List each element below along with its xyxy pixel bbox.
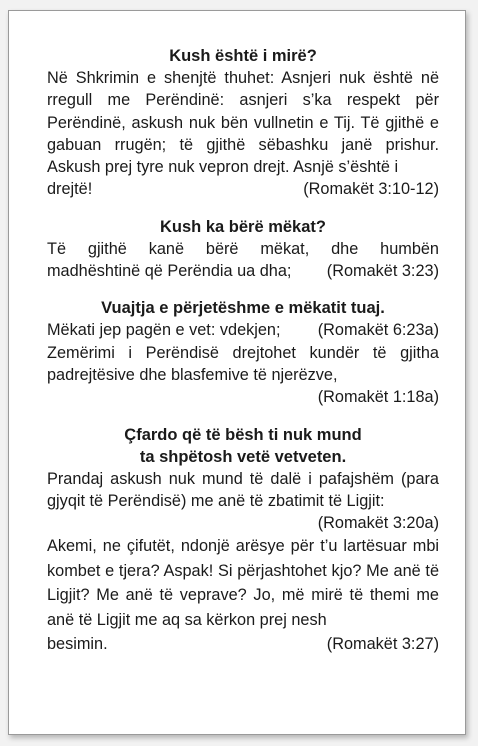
section-text: Në Shkrimin e shenjtë thuhet: Asnjeri nuk është në rregull me Perëndinë: asnjeri s’ka respekt për Perëndinë, askush nuk bën vullnetin e Tij. Të gjithë e gabuan rrugën; të gjithë sëbashku janë prishur. Askush prej tyre nuk vepron drejt. Asnjë s’është i [47,69,439,177]
line-text: Mëkati jep pagën e vet: vdekjen; [47,321,281,340]
scripture-reference: (Romakët 3:10-12) [303,180,439,199]
section-heading: Kush është i mirë? [169,47,317,65]
section-who-sinned [47,216,439,283]
tract-content [47,45,439,672]
section-heading-line1: Çfardo që të bësh ti nuk mund [124,425,362,444]
section-eternal-suffering [47,297,439,408]
section-first-line [47,319,439,341]
section-last-line [47,260,439,282]
last-words: besimin. [47,635,108,654]
section-heading: Kush ka bërë mëkat? [160,217,326,236]
section-who-is-good [47,45,439,201]
section-text: Zemërimi i Perëndisë drejtohet kundër të gjitha padrejtësive dhe blasfemive të njerëzve, [47,343,439,384]
section-last-line [47,178,439,200]
scripture-reference: (Romakët 3:23) [326,262,439,281]
section-text: Akemi, ne çifutët, ndonjë arësye për t’u lartësuar mbi kombet e tjera? Aspak! Si përjashtohet kjo? Me anë të Ligjit? Me anë të veprave? Jo, më mirë të themi me anë të Ligjit me aq sa kërkon prej nesh [47,537,439,629]
section-heading: Vuajtja e përjetëshme e mëkatit tuaj. [101,299,385,318]
section-text: Prandaj askush nuk mund të dalë i pafajshëm (para gjyqit të Perëndisë) me anë të zbatimit të Ligjit: [47,469,439,510]
scripture-reference: (Romakët 1:18a) [317,388,439,407]
section-cannot-save-yourself [47,424,439,657]
last-words: drejtë! [47,180,93,199]
section-last-line [47,632,439,657]
scripture-reference: (Romakët 6:23a) [317,321,439,340]
scripture-reference: (Romakët 3:27) [326,635,439,654]
scripture-reference: (Romakët 3:20a) [317,514,439,533]
section-heading-line2: ta shpëtosh vetë vetveten. [139,447,347,466]
section-text: Të gjithë kanë bërë mëkat, dhe humbën [47,239,439,258]
last-words: madhështinë që Perëndia ua dha; [47,262,292,281]
tract-card [8,10,466,735]
